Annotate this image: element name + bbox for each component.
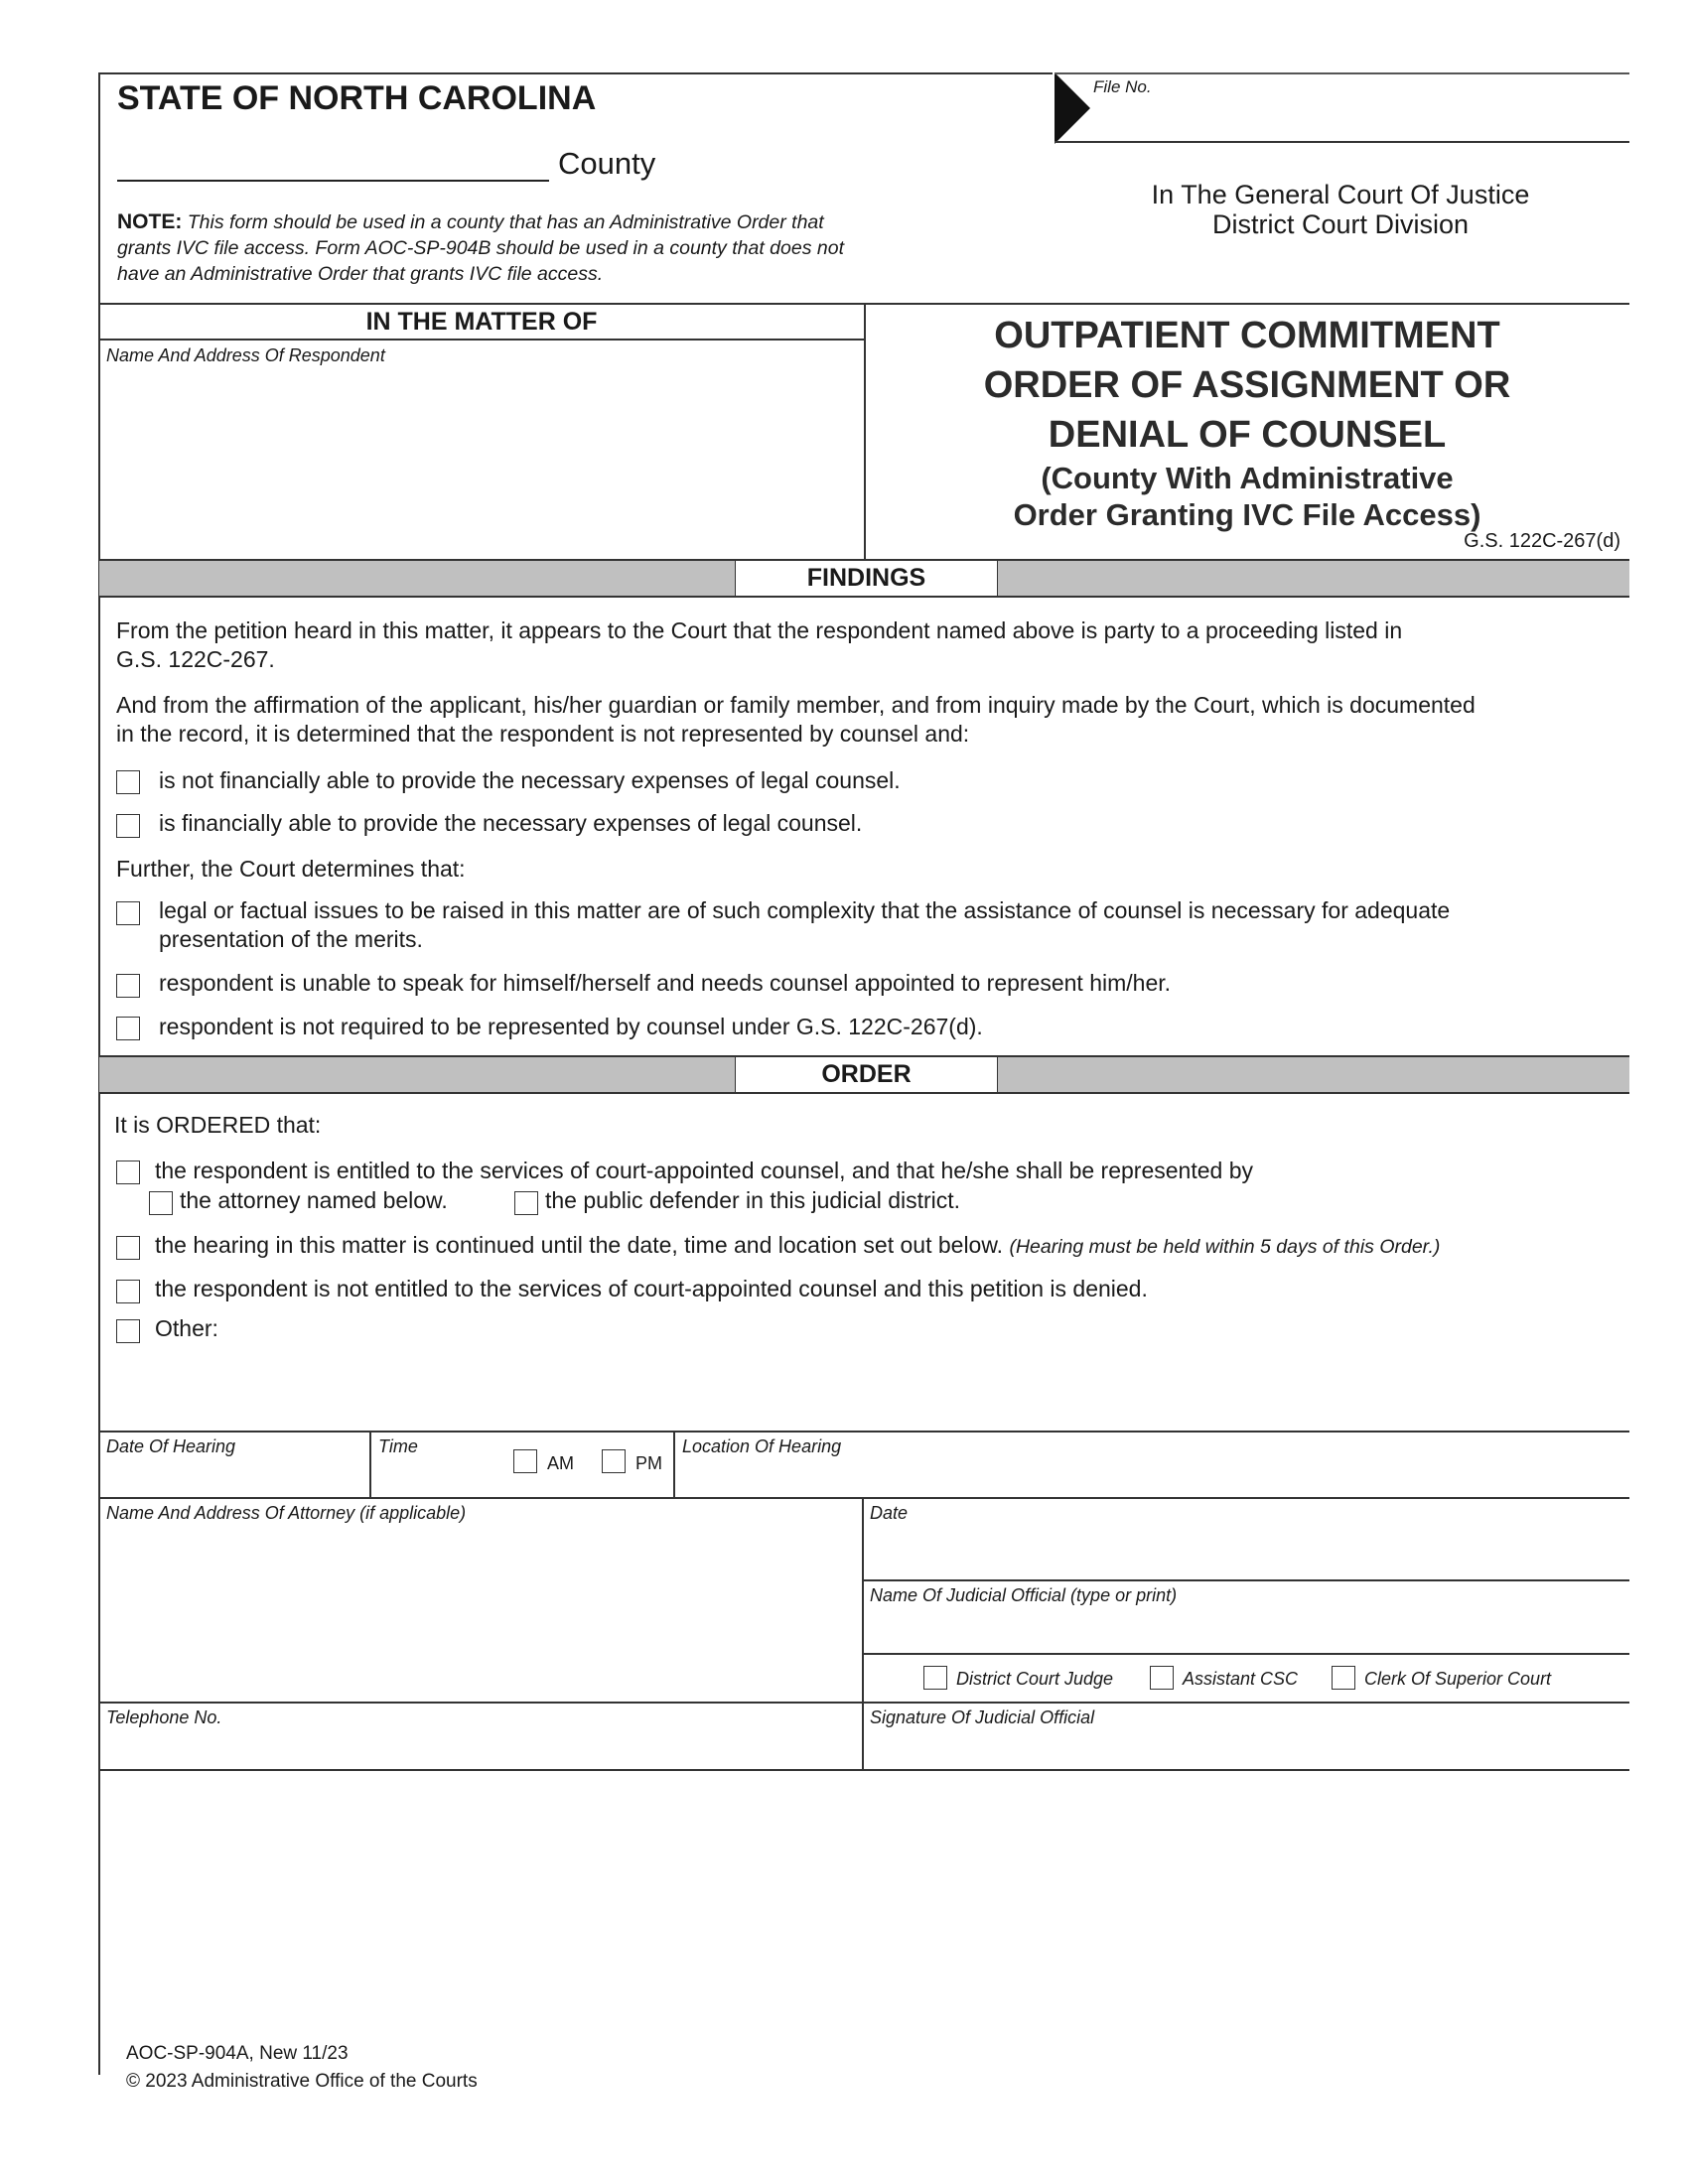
hearing-row-top	[98, 1431, 1629, 1433]
findings-para2-line1: And from the affirmation of the applicant, his/her guardian or family member, and from inquiry made by the Court, which is documented	[116, 692, 1476, 718]
clerk-checkbox[interactable]	[1332, 1666, 1355, 1690]
order-checkbox-public-defender[interactable]	[514, 1191, 538, 1215]
note-line3: have an Administrative Order that grants IVC file access.	[117, 263, 604, 285]
telephone-label: Telephone No.	[106, 1707, 222, 1727]
statute-ref: G.S. 122C-267(d)	[1464, 530, 1620, 552]
respondent-label: Name And Address Of Respondent	[106, 345, 385, 365]
findings-opt2-text: is financially able to provide the necessary expenses of legal counsel.	[159, 810, 863, 836]
findings-checkbox-unable-speak[interactable]	[116, 974, 140, 998]
telephone-input[interactable]	[101, 1731, 858, 1767]
form-title	[866, 311, 1628, 533]
pm-checkbox[interactable]	[602, 1449, 626, 1473]
location-of-hearing-label: Location Of Hearing	[682, 1436, 842, 1456]
judicial-official-name-label: Name Of Judicial Official (type or print)	[870, 1585, 1178, 1605]
order-intro: It is ORDERED that:	[114, 1112, 322, 1138]
order-opt2-text	[155, 1232, 1440, 1259]
matter-heading: IN THE MATTER OF	[365, 308, 598, 336]
date-of-hearing-label: Date Of Hearing	[106, 1436, 236, 1456]
order-opt2-note: (Hearing must be held within 5 days of this Order.)	[1009, 1236, 1441, 1258]
file-no-input-line[interactable]	[1055, 141, 1629, 143]
telephone-row-top	[98, 1702, 1629, 1704]
findings-opt3-line2: presentation of the merits.	[159, 926, 423, 952]
findings-checkbox-not-required[interactable]	[116, 1017, 140, 1040]
court-line2: District Court Division	[1211, 209, 1470, 239]
order-opt1a-text: the attorney named below.	[180, 1187, 448, 1213]
other-input[interactable]	[238, 1315, 1609, 1415]
signature-label: Signature Of Judicial Official	[870, 1707, 1095, 1727]
order-opt3-text: the respondent is not entitled to the services of court-appointed counsel and this petition is denied.	[155, 1276, 1148, 1301]
matter-heading-line	[98, 339, 864, 341]
title-line5: Order Granting IVC File Access)	[1013, 497, 1481, 532]
respondent-input[interactable]	[101, 369, 861, 556]
hearing-divider-2	[673, 1431, 675, 1497]
assistant-csc-checkbox[interactable]	[1150, 1666, 1174, 1690]
signature-input[interactable]	[865, 1731, 1624, 1767]
order-heading: ORDER	[735, 1056, 998, 1093]
order-opt4-text: Other:	[155, 1315, 218, 1341]
findings-opt3-line1: legal or factual issues to be raised in this matter are of such complexity that the assistance of counsel is necessary for adequate	[159, 897, 1451, 923]
order-checkbox-other[interactable]	[116, 1319, 140, 1343]
findings-opt1-text: is not financially able to provide the necessary expenses of legal counsel.	[159, 767, 901, 793]
order-checkbox-denied[interactable]	[116, 1280, 140, 1303]
pm-label: PM	[635, 1453, 662, 1473]
order-bar-bottom	[98, 1092, 1629, 1094]
title-line1: OUTPATIENT COMMITMENT	[994, 315, 1500, 356]
findings-checkbox-not-able[interactable]	[116, 770, 140, 794]
findings-further: Further, the Court determines that:	[116, 856, 466, 882]
attorney-divider	[862, 1497, 864, 1770]
findings-checkbox-able[interactable]	[116, 814, 140, 838]
attorney-label: Name And Address Of Attorney (if applicable)	[106, 1503, 467, 1523]
location-of-hearing-input[interactable]	[677, 1459, 1625, 1495]
note-line1: This form should be used in a county that has an Administrative Order that	[187, 211, 824, 233]
form-top-border	[98, 72, 1053, 74]
findings-para1-line2: G.S. 122C-267.	[116, 646, 275, 672]
county-line[interactable]	[117, 180, 549, 182]
date-of-hearing-input[interactable]	[101, 1459, 367, 1495]
order-checkbox-entitled[interactable]	[116, 1160, 140, 1184]
order-opt1b-text: the public defender in this judicial district.	[545, 1187, 961, 1213]
file-no-label: File No.	[1093, 77, 1152, 96]
court-line1: In The General Court Of Justice	[1151, 180, 1530, 209]
district-judge-label: District Court Judge	[956, 1669, 1114, 1689]
findings-bar-bottom	[98, 596, 1629, 598]
form-id: AOC-SP-904A, New 11/23	[126, 2043, 349, 2064]
assistant-csc-label: Assistant CSC	[1183, 1669, 1299, 1689]
attorney-row-top	[98, 1497, 1629, 1499]
time-label: Time	[378, 1436, 418, 1456]
order-checkbox-continued[interactable]	[116, 1236, 140, 1260]
date-label: Date	[870, 1503, 909, 1523]
attorney-input[interactable]	[101, 1529, 858, 1698]
copyright: © 2023 Administrative Office of the Courts	[126, 2071, 478, 2092]
date-input[interactable]	[865, 1527, 1624, 1576]
title-line2: ORDER OF ASSIGNMENT OR	[983, 364, 1511, 406]
findings-opt4-text: respondent is unable to speak for himself/herself and needs counsel appointed to represent him/her.	[159, 970, 1172, 996]
title-line3: DENIAL OF COUNSEL	[1048, 414, 1447, 456]
findings-para1-line1: From the petition heard in this matter, it appears to the Court that the respondent named above is party to a proceeding listed in	[116, 617, 1403, 643]
am-checkbox[interactable]	[513, 1449, 537, 1473]
clerk-label: Clerk Of Superior Court	[1364, 1669, 1552, 1689]
judicial-name-bottom-line	[862, 1653, 1629, 1655]
order-opt2-main: the hearing in this matter is continued until the date, time and location set out below.	[155, 1232, 1004, 1258]
am-label: AM	[547, 1453, 574, 1473]
order-checkbox-attorney[interactable]	[149, 1191, 173, 1215]
note-block	[117, 209, 971, 287]
state-heading: STATE OF NORTH CAROLINA	[117, 79, 597, 117]
note-line2: grants IVC file access. Form AOC-SP-904B should be used in a county that does not	[117, 237, 844, 259]
findings-checkbox-complexity[interactable]	[116, 901, 140, 925]
hearing-divider-1	[369, 1431, 371, 1497]
order-opt1-text: the respondent is entitled to the services of court-appointed counsel, and that he/she shall be represented by	[155, 1158, 1253, 1183]
file-no-arrow-icon	[1055, 72, 1092, 144]
date-bottom-line	[862, 1579, 1629, 1581]
file-no-top-line	[1055, 72, 1629, 74]
judicial-official-name-input[interactable]	[865, 1608, 1624, 1650]
telephone-row-bottom	[98, 1769, 1629, 1771]
note-label: NOTE:	[117, 210, 183, 233]
findings-heading: FINDINGS	[735, 560, 998, 597]
findings-opt5-text: respondent is not required to be represented by counsel under G.S. 122C-267(d).	[159, 1014, 983, 1039]
findings-para2-line2: in the record, it is determined that the respondent is not represented by counsel and:	[116, 721, 970, 747]
district-judge-checkbox[interactable]	[923, 1666, 947, 1690]
county-label: County	[558, 146, 656, 181]
title-line4: (County With Administrative	[1041, 461, 1454, 495]
